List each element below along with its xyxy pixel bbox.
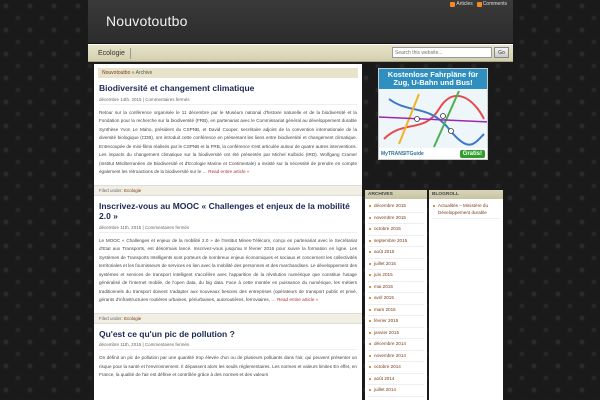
read-more-link[interactable]: Read entire article » <box>277 297 319 302</box>
blogroll-link[interactable]: Actualités – Ministère du Développement durable <box>432 201 500 219</box>
archive-link[interactable]: décembre 2014 <box>368 339 424 351</box>
post-excerpt <box>99 237 357 305</box>
rss-icon <box>450 2 455 7</box>
post-excerpt-text: Retour sur la conférence organisée le 11 décembre par le Muséum national d'histoire naturelle et de la biodiversité et la Fondation pour la recherche sur la biodiversité (FRB), en partenariat avec le Commissariat général au développement durable Synthèse Yvon Le Maho, président du CSPNB, et David Cooper, secrétaire adjoint de la convention internationale de la diversité biologique (CDB), ont introduit cette conférence en présentant les liens entre biodiversité et changement climatique. Entrecoupée de mini-films réalisés par le CSPNB et la FRB, la conférence s'est articulée autour de quatre autres interventions. Les impacts du changement climatique sur la biodiversité ont été présentés par Michel Kulbicki (IRD). Wolfgang Cramer (Institut Méditerranéen de Biodiversité et d'Ecologie Marine et Continentale) a insisté sur la nécessité de prendre en compte également les rétroactions de la biodiversité sur le … <box>99 109 357 174</box>
archive-link[interactable]: octobre 2014 <box>368 362 424 374</box>
post-excerpt <box>99 354 357 380</box>
post-meta: décembre 14th, 2015 | Commentaires fermés <box>99 97 357 105</box>
breadcrumb <box>98 68 358 78</box>
ad-banner[interactable] <box>378 68 488 160</box>
blogroll-widget <box>429 190 503 400</box>
archive-link[interactable]: mars 2015 <box>368 305 424 317</box>
archive-link[interactable]: juin 2015 <box>368 270 424 282</box>
search-input[interactable] <box>392 47 492 58</box>
post-title-link[interactable]: Qu'est ce qu'un pic de pollution ? <box>99 328 235 339</box>
archives-widget <box>365 190 427 400</box>
post-meta: décembre 11th, 2015 | Commentaires fermés <box>99 342 357 350</box>
post-filed-under <box>94 313 362 323</box>
articles-feed-link[interactable] <box>450 1 472 7</box>
breadcrumb-current: Archive <box>135 70 153 76</box>
ad-badge: Gratis! <box>460 150 485 158</box>
post <box>94 196 362 324</box>
post <box>94 324 362 380</box>
archive-link[interactable]: février 2015 <box>368 316 424 328</box>
archive-link[interactable]: mai 2015 <box>368 282 424 294</box>
sidebar <box>363 64 505 400</box>
breadcrumb-separator: » <box>131 70 135 76</box>
post <box>94 78 362 196</box>
archive-link[interactable]: décembre 2015 <box>368 201 424 213</box>
ad-footer <box>379 148 487 159</box>
archive-link[interactable]: novembre 2015 <box>368 213 424 225</box>
feed-links <box>450 1 507 7</box>
archive-link[interactable]: juillet 2014 <box>368 385 424 397</box>
comments-feed-link[interactable] <box>477 1 507 7</box>
archives-title: ARCHIVES <box>365 190 427 199</box>
blogroll-list <box>429 199 503 221</box>
archive-link[interactable]: novembre 2014 <box>368 351 424 363</box>
search-form <box>392 47 509 58</box>
archive-link[interactable]: avril 2015 <box>368 293 424 305</box>
ad-headline: Kostenlose Fahrpläne für Zug, U-Bahn und Bus! <box>379 69 487 89</box>
archive-link[interactable]: janvier 2015 <box>368 328 424 340</box>
page-wrapper <box>88 0 513 400</box>
post-meta: décembre 11th, 2015 | Commentaires fermés <box>99 225 357 233</box>
post-title-link[interactable]: Biodiversité et changement climatique <box>99 83 255 93</box>
nav-item-ecologie[interactable]: Ecologie <box>96 48 131 59</box>
archive-link[interactable]: octobre 2015 <box>368 224 424 236</box>
post-excerpt <box>99 109 357 177</box>
filed-under-label: Filed under: <box>99 187 123 193</box>
ad-brand: MyTRANSITGuide <box>381 150 424 157</box>
archive-link[interactable]: août 2015 <box>368 247 424 259</box>
articles-feed-label: Articles <box>456 1 473 7</box>
rss-icon <box>477 2 482 7</box>
nav-bar <box>88 44 513 62</box>
search-button[interactable]: Go <box>494 47 509 58</box>
breadcrumb-home-link[interactable]: Nouvotoutbo <box>102 70 131 76</box>
archive-link[interactable]: août 2014 <box>368 374 424 386</box>
archive-link[interactable]: juillet 2015 <box>368 259 424 271</box>
post-filed-under <box>94 185 362 195</box>
transit-map-illustration <box>379 89 488 149</box>
archives-list <box>365 199 427 399</box>
category-link[interactable]: Ecologie <box>124 315 142 321</box>
site-header <box>88 0 513 44</box>
site-title[interactable]: Nouvotoutbo <box>106 13 188 29</box>
post-excerpt-text: Le MOOC « Challenges et enjeux de la mobilité 2.0 » de l'Institut Mines-Télécom, conçu en partenariat avec le Secrétariat d'Etat aux Transports, est désormais lancé. Inscrivez-vous jusqu'au 8 février 2016 pour suivre la formation en ligne. Les Systèmes de Transports Intelligents sont porteurs de nombreux enjeux économiques et sociaux et concernent les collectivités territoriales et les fournisseurs de services en lien avec la mobilité des personnes et des marchandises. Le développement des systèmes et services de transport intelligent s'accélère avec l'apparition de la révolution numérique que constitue l'usage généralisé de l'internet mobile, de l'open data, du big data. Face à cette montée en puissance du numérique, les métiers traditionnels du transport doivent s'adapter aux nouveaux besoins des entreprises (opérateurs de transport public et privé, gérants d'infrastructures routières urbaines, périurbaines, autoroutières, ferroviaires, … <box>99 237 357 302</box>
comments-feed-label: Comments <box>482 1 507 7</box>
post-title-link[interactable]: Inscrivez-vous au MOOC « Challenges et enjeux de la mobilité 2.0 » <box>99 200 350 221</box>
main-content <box>94 64 362 400</box>
category-link[interactable]: Ecologie <box>124 187 142 193</box>
archive-link[interactable]: septembre 2015 <box>368 236 424 248</box>
blogroll-title: BLOGROLL <box>429 190 503 199</box>
post-excerpt-text: On définit un pic de pollution par une quantité trop élevée d'un ou de plusieurs polluants dans l'air, qui peuvent présenter un risque pour la santé et l'environnement. Il dépassent alors les seuils réglementaires. Les normes et valeurs limites En effet, en France, la qualité de l'air est définie et contrôlée grâce à des normes et des valeurs <box>99 355 357 377</box>
filed-under-label: Filed under: <box>99 315 123 321</box>
read-more-link[interactable]: Read entire article » <box>208 169 250 174</box>
